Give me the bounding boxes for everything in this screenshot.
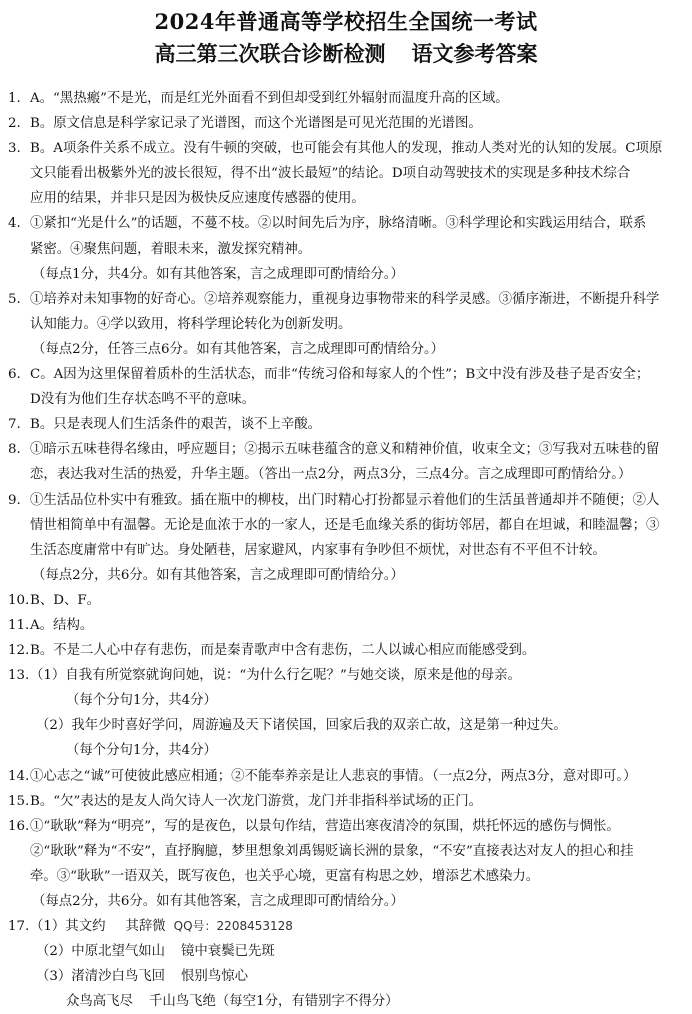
scoring-note: （每个分句1分，共4分） [66,693,217,709]
exam-subtitle [0,38,692,68]
answer-text: ①生活品位朴实中有雅致。插在瓶中的柳枝，出门时精心打扮都显示着他们的生活虽普通却并不随便；②人 [30,492,660,508]
answer-4 [8,211,688,236]
answer-text: ①培养对未知事物的好奇心。②培养观察能力，重视身边事物带来的科学灵感。③循序渐进，不断提升科学 [30,291,660,307]
answer-text: C。A因为这里保留着质朴的生活状态，而非“传统习俗和每家人的个性”；B文中没有涉及巷子是否安全； [30,367,650,383]
answer-text: ②“耿耿”释为“不安”，直抒胸臆，梦里想象刘禹锡贬谪长洲的景象，“不安”直接表达对友人的担心和挂 [30,843,634,859]
answer-text: 文只能看出极紫外光的波长很短，得不出“波长最短”的结论。D项自动驾驶技术的实现是多种技术综合 [30,166,631,182]
answer-10 [8,588,688,613]
question-number: 8. [8,442,21,458]
answer-9 [8,488,688,513]
poem-blank: 镜中衰鬓已先斑 [181,944,275,960]
question-number: 10. [8,592,30,608]
question-number: 11. [8,617,30,633]
poem-blank: 恨别鸟惊心 [181,969,248,985]
answer-text: （1）自我有所觉察就询问她，说：“为什么行乞呢？”与她交谈，原来是他的母亲。 [30,668,521,684]
answer-text [8,939,688,964]
answer-text: 情世相简单中有温馨。无论是血浓于水的一家人，还是毛血缘关系的街坊邻居，都自在坦诚，和睦温馨；③ [30,517,660,533]
answer-text: ①暗示五味巷得名缘由，呼应题目；②揭示五味巷蕴含的意义和精神价值，收束全文；③写我对五味巷的留 [30,442,660,458]
poem-blank: （3）渚清沙白鸟飞回 [36,969,166,985]
question-number: 9. [8,492,21,508]
answer-11 [8,613,688,638]
poem-blank: 其辞微 [125,919,166,935]
answer-12 [8,638,688,663]
poem-blank: 千山鸟飞绝（每空1分，有错别字不得分） [148,994,399,1010]
subtitle-answer-key: 语文参考答案 [411,41,538,66]
qq-watermark: QQ号：2208453128 [173,919,293,934]
answer-text: B。只是表现人们生活条件的艰苦，谈不上辛酸。 [30,417,322,433]
poem-blank: （2）中原北望气如山 [36,944,166,960]
answers-body [8,86,688,1014]
poem-blank: 众鸟高飞尽 [66,994,133,1010]
poem-blank: （1）其文约 [30,919,106,935]
scoring-note: （每点2分，任答三点6分。如有其他答案，言之成理即可酌情给分。） [32,341,445,357]
question-number: 4. [8,216,21,232]
answer-text: ①紧扣“光是什么”的话题，不蔓不枝。②以时间先后为序，脉络清晰。③科学理论和实践运用结合，联系 [30,216,647,232]
answer-text: A。“黑热瘢”不是光，而是红光外面看不到但却受到红外辐射而温度升高的区域。 [30,91,509,106]
question-number: 6. [8,367,21,383]
question-number: 2. [8,116,21,132]
answer-14 [8,764,688,789]
question-number: 15. [8,793,30,809]
subtitle-exam-name: 高三第三次联合诊断检测 [154,41,386,66]
question-number: 16. [8,818,30,834]
answer-13 [8,663,688,688]
answer-5 [8,287,688,312]
answer-text: A。结构。 [30,617,94,633]
question-number: 1. [8,91,21,106]
answer-text: D没有为他们生存状态鸣不平的意味。 [30,392,255,408]
answer-text: 恋，表达我对生活的热爱，升华主题。（答出一点2分，两点3分，三点4分。言之成理即可酌情给分。） [30,467,632,483]
answer-text: 牵。③“耿耿”一语双关，既写夜色，也关乎心境，更富有构思之妙，增添艺术感染力。 [30,868,540,884]
answer-1 [8,86,688,111]
answer-17 [8,914,688,939]
answer-text: B。原文信息是科学家记录了光谱图，而这个光谱图是可见光范围的光谱图。 [30,116,482,132]
answer-16 [8,814,688,839]
scoring-note: （每点2分，共6分。如有其他答案，言之成理即可酌情给分。） [32,894,404,909]
answer-text: 紧密。④聚焦问题，着眼未来，激发探究精神。 [30,241,312,257]
answer-8 [8,437,688,462]
question-number: 14. [8,768,30,784]
answer-text: ①心志之“诚”可使彼此感应相通；②不能奉养亲是让人悲哀的事情。（一点2分，两点3分，意对即可。） [30,768,637,784]
answer-text: ①“耿耿”释为“明亮”，写的是夜色，以景句作结，营造出寒夜清冷的氛围，烘托怀远的感伤与惆怅。 [30,818,620,834]
answer-text: 生活态度庸常中有旷达。身处陋巷，居家避风，内家事有争吵但不烦忧，对世态有不平但不计较。 [30,542,606,558]
answer-text: 认知能力。④学以致用，将科学理论转化为创新发明。 [30,316,352,332]
question-number: 7. [8,417,21,433]
answer-7 [8,412,688,437]
answer-3 [8,136,688,161]
question-number: 13. [8,668,30,684]
answer-text [8,989,688,1014]
answer-text: B、D、F。 [30,592,101,608]
answer-2 [8,111,688,136]
answer-6 [8,362,688,387]
answer-text: B。不是二人心中存有悲伤，而是秦青歌声中含有悲伤，二人以诚心相应而能感受到。 [30,643,536,659]
answer-text: B。“欠”表达的是友人尚欠诗人一次龙门游赏，龙门并非指科举试场的正门。 [30,793,483,809]
answer-text [30,914,293,939]
answer-text: 应用的结果，并非只是因为极快反应速度传感器的使用。 [30,191,365,207]
scoring-note: （每点1分，共4分。如有其他答案，言之成理即可酌情给分。） [32,266,404,282]
exam-title: 2024年普通高等学校招生全国统一考试 [154,9,538,34]
scoring-note: （每点2分，共6分。如有其他答案，言之成理即可酌情给分。） [32,567,404,583]
answer-text [8,964,688,989]
answer-text: （2）我年少时喜好学问，周游遍及天下诸侯国，回家后我的双亲亡故，这是第一种过失。 [36,718,567,734]
answer-text: B。A项条件关系不成立。没有牛顿的突破，也可能会有其他人的发现，推动人类对光的认知的发展。C项原 [30,141,663,157]
answer-15 [8,789,688,814]
question-number: 12. [8,643,30,659]
question-number: 17. [8,919,30,935]
scoring-note: （每个分句1分，共4分） [66,743,217,759]
question-number: 5. [8,291,21,307]
question-number: 3. [8,141,21,157]
